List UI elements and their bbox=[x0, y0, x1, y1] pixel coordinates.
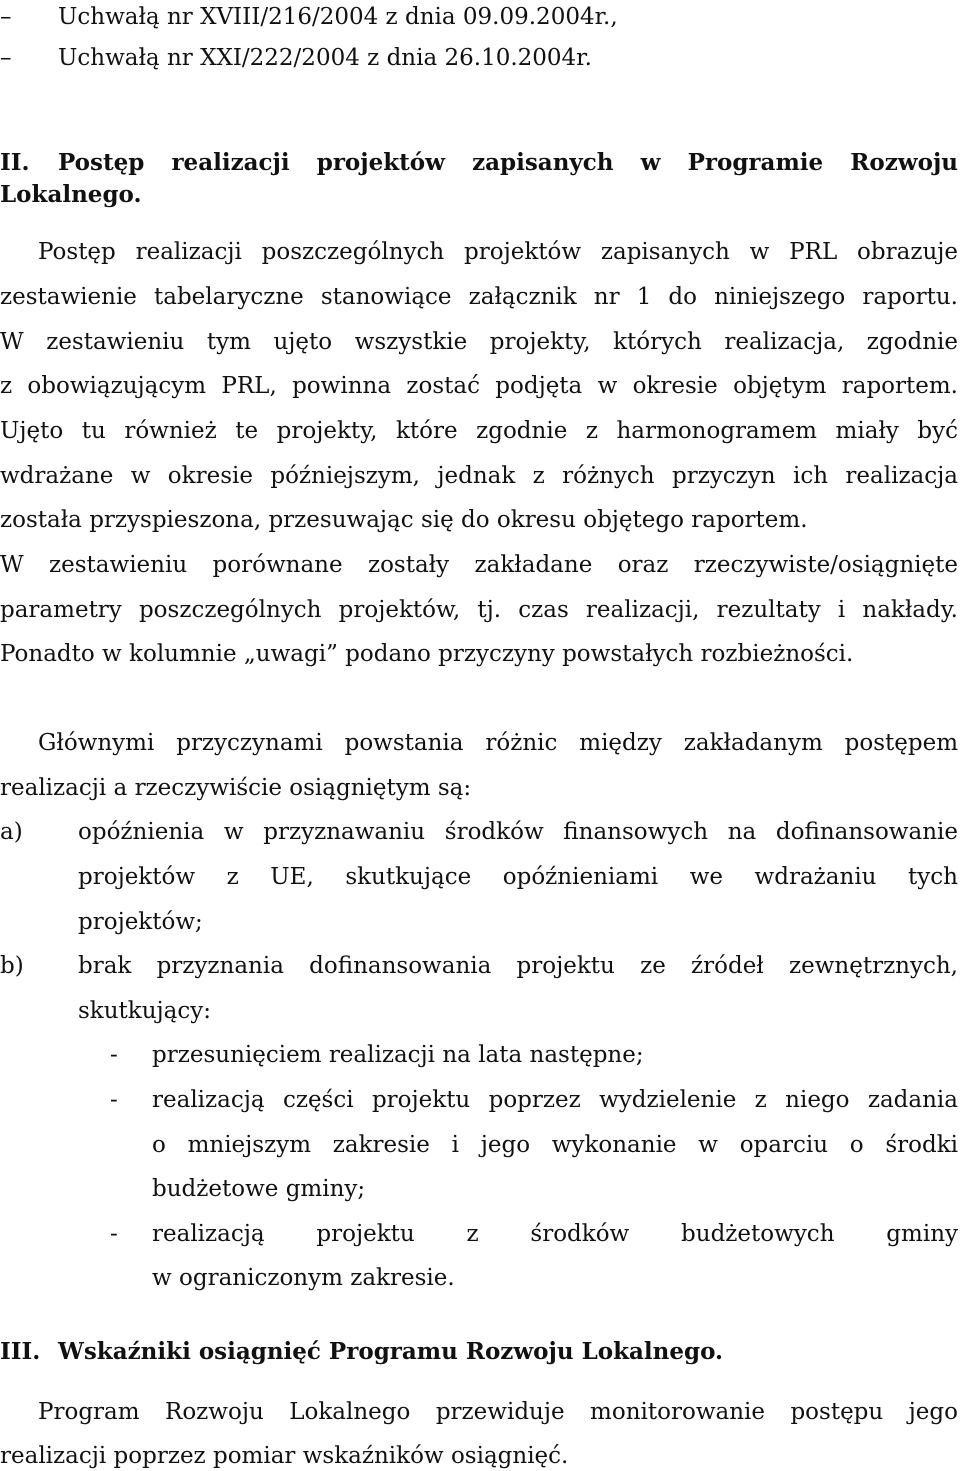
paragraph-line: parametry poszczególnych projektów, tj. czas realizacji, rezultaty i nakłady. bbox=[0, 597, 958, 623]
sub-list-bullet: - bbox=[110, 1221, 118, 1247]
section-number: II. bbox=[0, 149, 30, 176]
list-item-text: Uchwałą nr XVIII/216/2004 z dnia 09.09.2004r., bbox=[58, 4, 618, 30]
paragraph-line: wdrażane w okresie późniejszym, jednak z różnych przyczyn ich realizacja bbox=[0, 463, 958, 489]
paragraph-line: W zestawieniu porównane zostały zakładane oraz rzeczywiste/osiągnięte bbox=[0, 552, 958, 578]
section-heading-continuation: Lokalnego. bbox=[0, 181, 142, 208]
item-text: projektów; bbox=[78, 909, 203, 935]
paragraph-line: realizacji poprzez pomiar wskaźników osiągnięć. bbox=[0, 1443, 569, 1469]
paragraph-line: zestawienie tabelaryczne stanowiące załącznik nr 1 do niniejszego raportu. bbox=[0, 284, 958, 310]
item-text: skutkujący: bbox=[78, 998, 212, 1024]
section-heading-text: Wskaźniki osiągnięć Programu Rozwoju Lokalnego. bbox=[58, 1338, 724, 1365]
paragraph-line: realizacji a rzeczywiście osiągniętym są: bbox=[0, 775, 472, 801]
sub-list-text: realizacją części projektu poprzez wydzielenie z niego zadania bbox=[152, 1087, 958, 1113]
list-dash: – bbox=[0, 4, 12, 30]
sub-list-text: w ograniczonym zakresie. bbox=[152, 1265, 455, 1291]
item-label: a) bbox=[0, 819, 23, 845]
section-number: III. bbox=[0, 1338, 41, 1365]
paragraph-line: W zestawieniu tym ujęto wszystkie projekty, których realizacja, zgodnie bbox=[0, 329, 958, 355]
sub-list-text: przesunięciem realizacji na lata następne; bbox=[152, 1042, 644, 1068]
sub-list-text: realizacją projektu z środków budżetowych gminy bbox=[152, 1221, 958, 1247]
sub-list-bullet: - bbox=[110, 1087, 118, 1113]
list-dash: – bbox=[0, 45, 12, 71]
paragraph-line: Ponadto w kolumnie „uwagi” podano przyczyny powstałych rozbieżności. bbox=[0, 641, 854, 667]
item-text: opóźnienia w przyznawaniu środków finansowych na dofinansowanie bbox=[78, 819, 958, 845]
section-heading-text: Postęp realizacji projektów zapisanych w Programie Rozwoju bbox=[58, 149, 958, 176]
paragraph-line: została przyspieszona, przesuwając się do okresu objętego raportem. bbox=[0, 507, 808, 533]
paragraph-line: Ujęto tu również te projekty, które zgodnie z harmonogramem miały być bbox=[0, 418, 958, 444]
paragraph-line: Głównymi przyczynami powstania różnic między zakładanym postępem bbox=[38, 730, 958, 756]
paragraph-line: Program Rozwoju Lokalnego przewiduje monitorowanie postępu jego bbox=[38, 1399, 958, 1425]
paragraph-line: z obowiązującym PRL, powinna zostać podjęta w okresie objętym raportem. bbox=[0, 373, 958, 399]
sub-list-bullet: - bbox=[110, 1042, 118, 1068]
sub-list-text: budżetowe gminy; bbox=[152, 1176, 366, 1202]
item-text: brak przyznania dofinansowania projektu ze źródeł zewnętrznych, bbox=[78, 953, 958, 979]
sub-list-text: o mniejszym zakresie i jego wykonanie w oparciu o środki bbox=[152, 1132, 958, 1158]
list-item-text: Uchwałą nr XXI/222/2004 z dnia 26.10.2004r. bbox=[58, 45, 592, 71]
paragraph-line: Postęp realizacji poszczególnych projektów zapisanych w PRL obrazuje bbox=[38, 239, 958, 265]
item-text: projektów z UE, skutkujące opóźnieniami we wdrażaniu tych bbox=[78, 864, 958, 890]
item-label: b) bbox=[0, 953, 24, 979]
